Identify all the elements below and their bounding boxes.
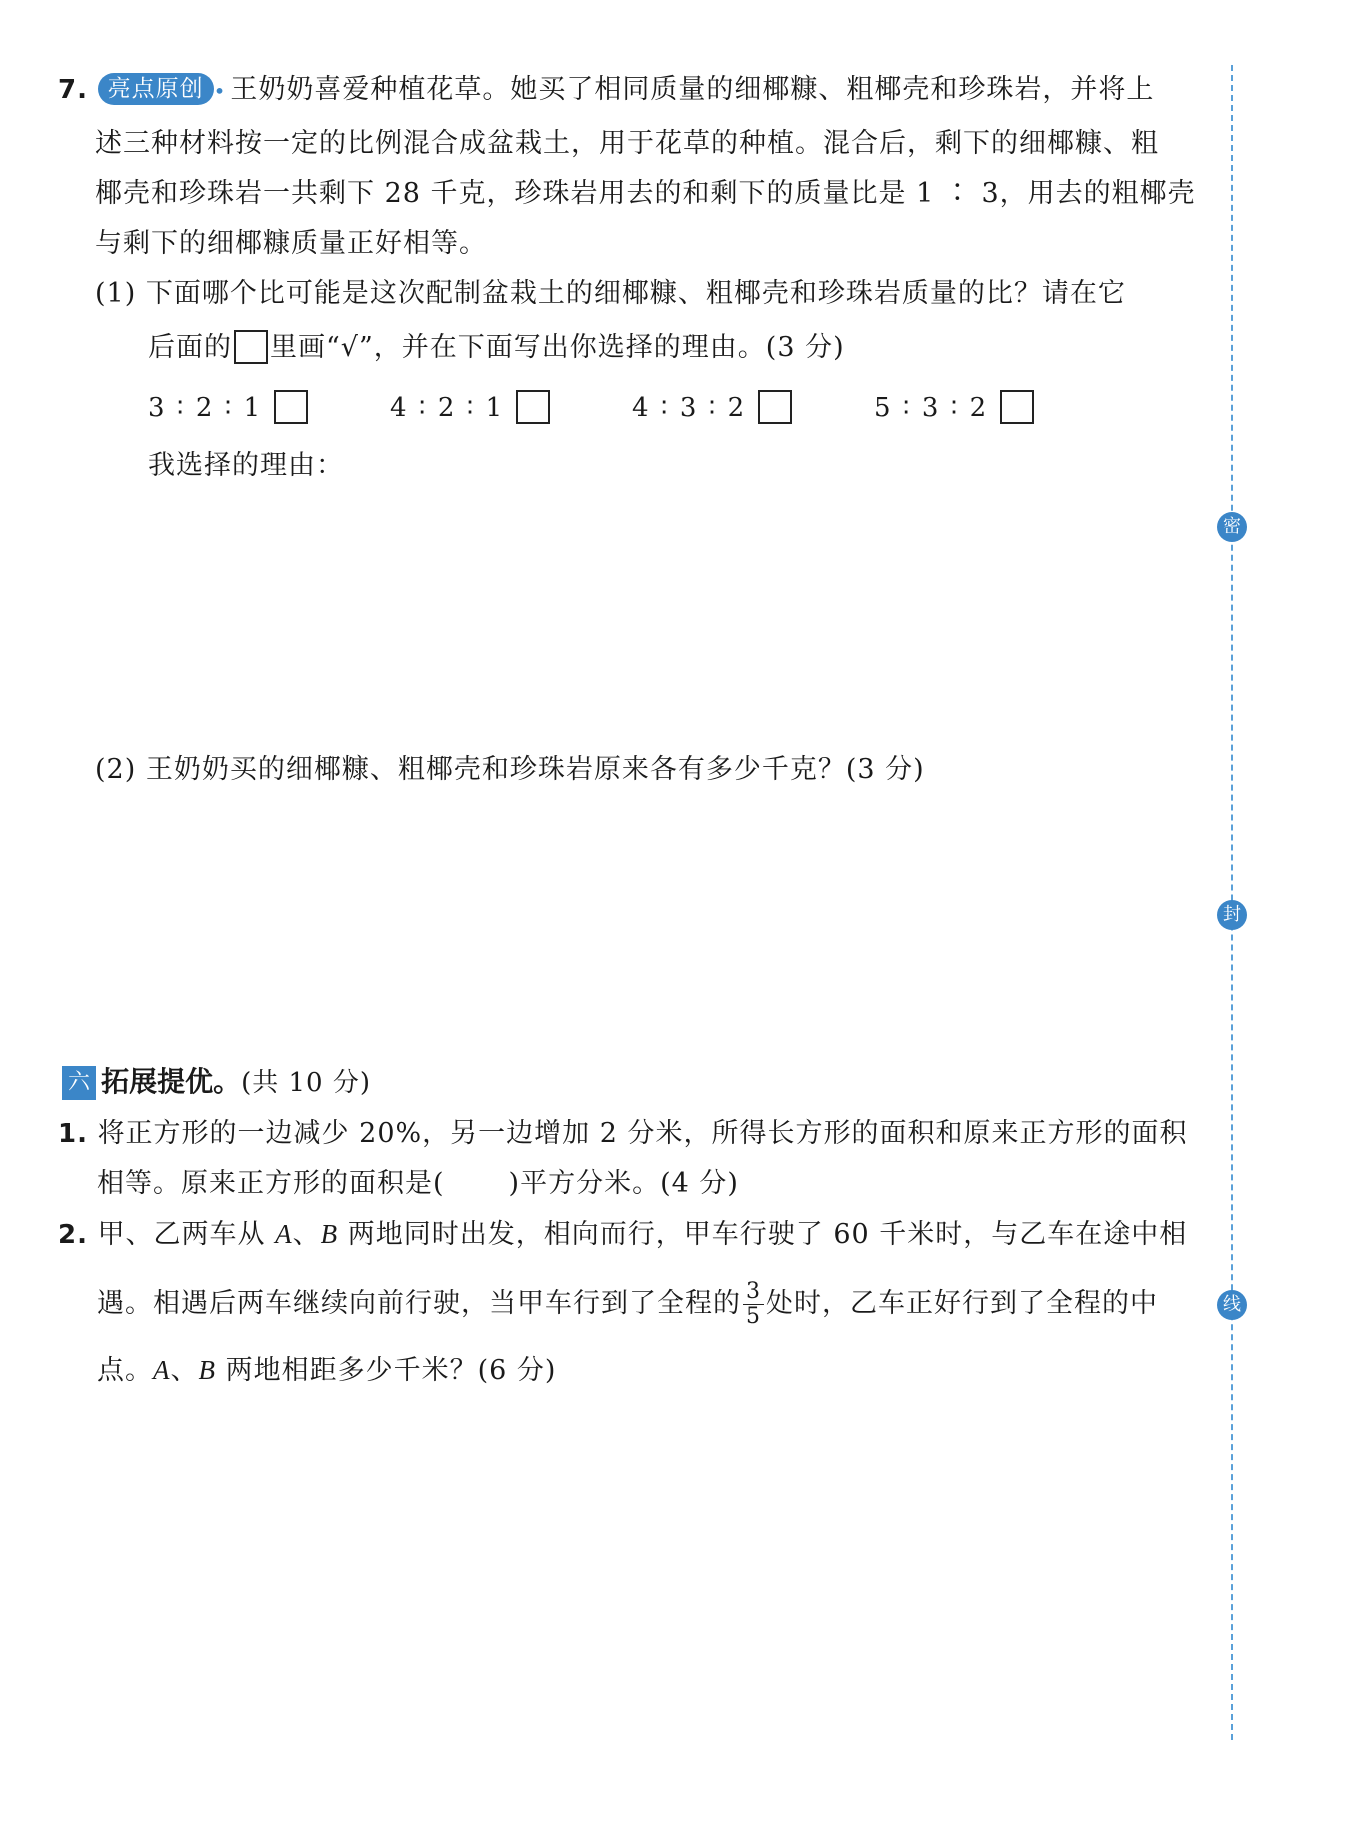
s6q1-line2 [97, 1166, 739, 1202]
ratio-label: 4 ∶ 2 ∶ 1 [390, 393, 505, 423]
ratio-option-2 [390, 390, 552, 424]
ratio-label: 5 ∶ 3 ∶ 2 [874, 393, 989, 423]
s6q2-text-3a: 点。 [97, 1355, 153, 1386]
q7-sub1-line2 [148, 330, 845, 366]
s6q1-text-2b: )平方分米。(4 分) [508, 1168, 739, 1199]
answer-checkbox[interactable] [758, 390, 792, 424]
seal-mark-mi: 密 [1217, 512, 1247, 542]
s6q2-line2 [97, 1280, 1158, 1329]
s6q2-text-3b: 两地相距多少千米？(6 分) [216, 1355, 557, 1386]
s6q2-text-1a: 甲、乙两车从 [97, 1219, 276, 1250]
highlight-badge: 亮点原创 [98, 73, 214, 105]
answer-checkbox[interactable] [274, 390, 308, 424]
reason-label: 我选择的理由： [148, 450, 344, 481]
ratio-label: 3 ∶ 2 ∶ 1 [148, 393, 263, 423]
inline-checkbox-sample [234, 330, 268, 364]
answer-checkbox[interactable] [516, 390, 550, 424]
s6q2-number: 2. [58, 1220, 88, 1250]
fraction-numerator: 3 [743, 1280, 764, 1305]
q7-number: 7. [58, 75, 88, 105]
section-title: 拓展提优。 [101, 1065, 242, 1098]
badge-dot-icon: • [213, 79, 227, 103]
s6q2-line3 [97, 1352, 556, 1389]
ratio-option-3 [632, 390, 794, 424]
point-a: A [275, 1219, 293, 1249]
q7-sub1-text-b: 里画“√”，并在下面写出你选择的理由。(3 分) [270, 332, 845, 363]
s6q1-number: 1. [58, 1119, 88, 1149]
q7-sub1-text-a: 后面的 [148, 332, 232, 363]
fraction-three-fifths [743, 1280, 764, 1329]
s6q2-text-2b: 处时，乙车正好行到了全程的中 [766, 1288, 1158, 1319]
q7-sub2: (2) 王奶奶买的细椰糠、粗椰壳和珍珠岩原来各有多少千克？(3 分) [95, 754, 925, 785]
s6q1-text-1: 将正方形的一边减少 20%，另一边增加 2 分米，所得长方形的面积和原来正方形的面积 [97, 1118, 1188, 1149]
s6q2-line1 [58, 1216, 1187, 1253]
ratio-option-1 [148, 390, 310, 424]
q7-line2: 述三种材料按一定的比例混合成盆栽土，用于花草的种植。混合后，剩下的细椰糠、粗 [95, 128, 1159, 159]
seal-mark-xian: 线 [1217, 1290, 1247, 1320]
point-b: B [198, 1355, 216, 1385]
separator: 、 [292, 1219, 321, 1250]
q7-sub1-line1: (1) 下面哪个比可能是这次配制盆栽土的细椰糠、粗椰壳和珍珠岩质量的比？请在它 [95, 278, 1126, 309]
separator: 、 [170, 1355, 199, 1386]
s6q2-text-1b: 两地同时出发，相向而行，甲车行驶了 60 千米时，与乙车在途中相 [338, 1219, 1188, 1250]
section-score: (共 10 分) [241, 1068, 372, 1098]
s6q1-line1 [58, 1116, 1188, 1152]
ratio-label: 4 ∶ 3 ∶ 2 [632, 393, 747, 423]
fraction-denominator: 5 [746, 1304, 761, 1329]
q7-line1 [58, 72, 1154, 109]
q7-line3: 椰壳和珍珠岩一共剩下 28 千克，珍珠岩用去的和剩下的质量比是 1 ∶ 3，用去的粗椰壳 [95, 178, 1196, 209]
seal-mark-feng: 封 [1217, 900, 1247, 930]
s6q1-text-2a: 相等。原来正方形的面积是( [97, 1168, 445, 1199]
q7-text-1: 王奶奶喜爱种植花草。她买了相同质量的细椰糠、粗椰壳和珍珠岩，并将上 [230, 74, 1155, 105]
point-b: B [320, 1219, 339, 1249]
answer-checkbox[interactable] [1000, 390, 1034, 424]
ratio-option-4 [874, 390, 1036, 424]
s6q2-text-2a: 遇。相遇后两车继续向前行驶，当甲车行到了全程的 [97, 1288, 741, 1319]
section6-heading [62, 1060, 371, 1101]
section-number-icon: 六 [62, 1066, 96, 1100]
point-a: A [153, 1355, 171, 1385]
q7-line4: 与剩下的细椰糠质量正好相等。 [95, 228, 487, 259]
